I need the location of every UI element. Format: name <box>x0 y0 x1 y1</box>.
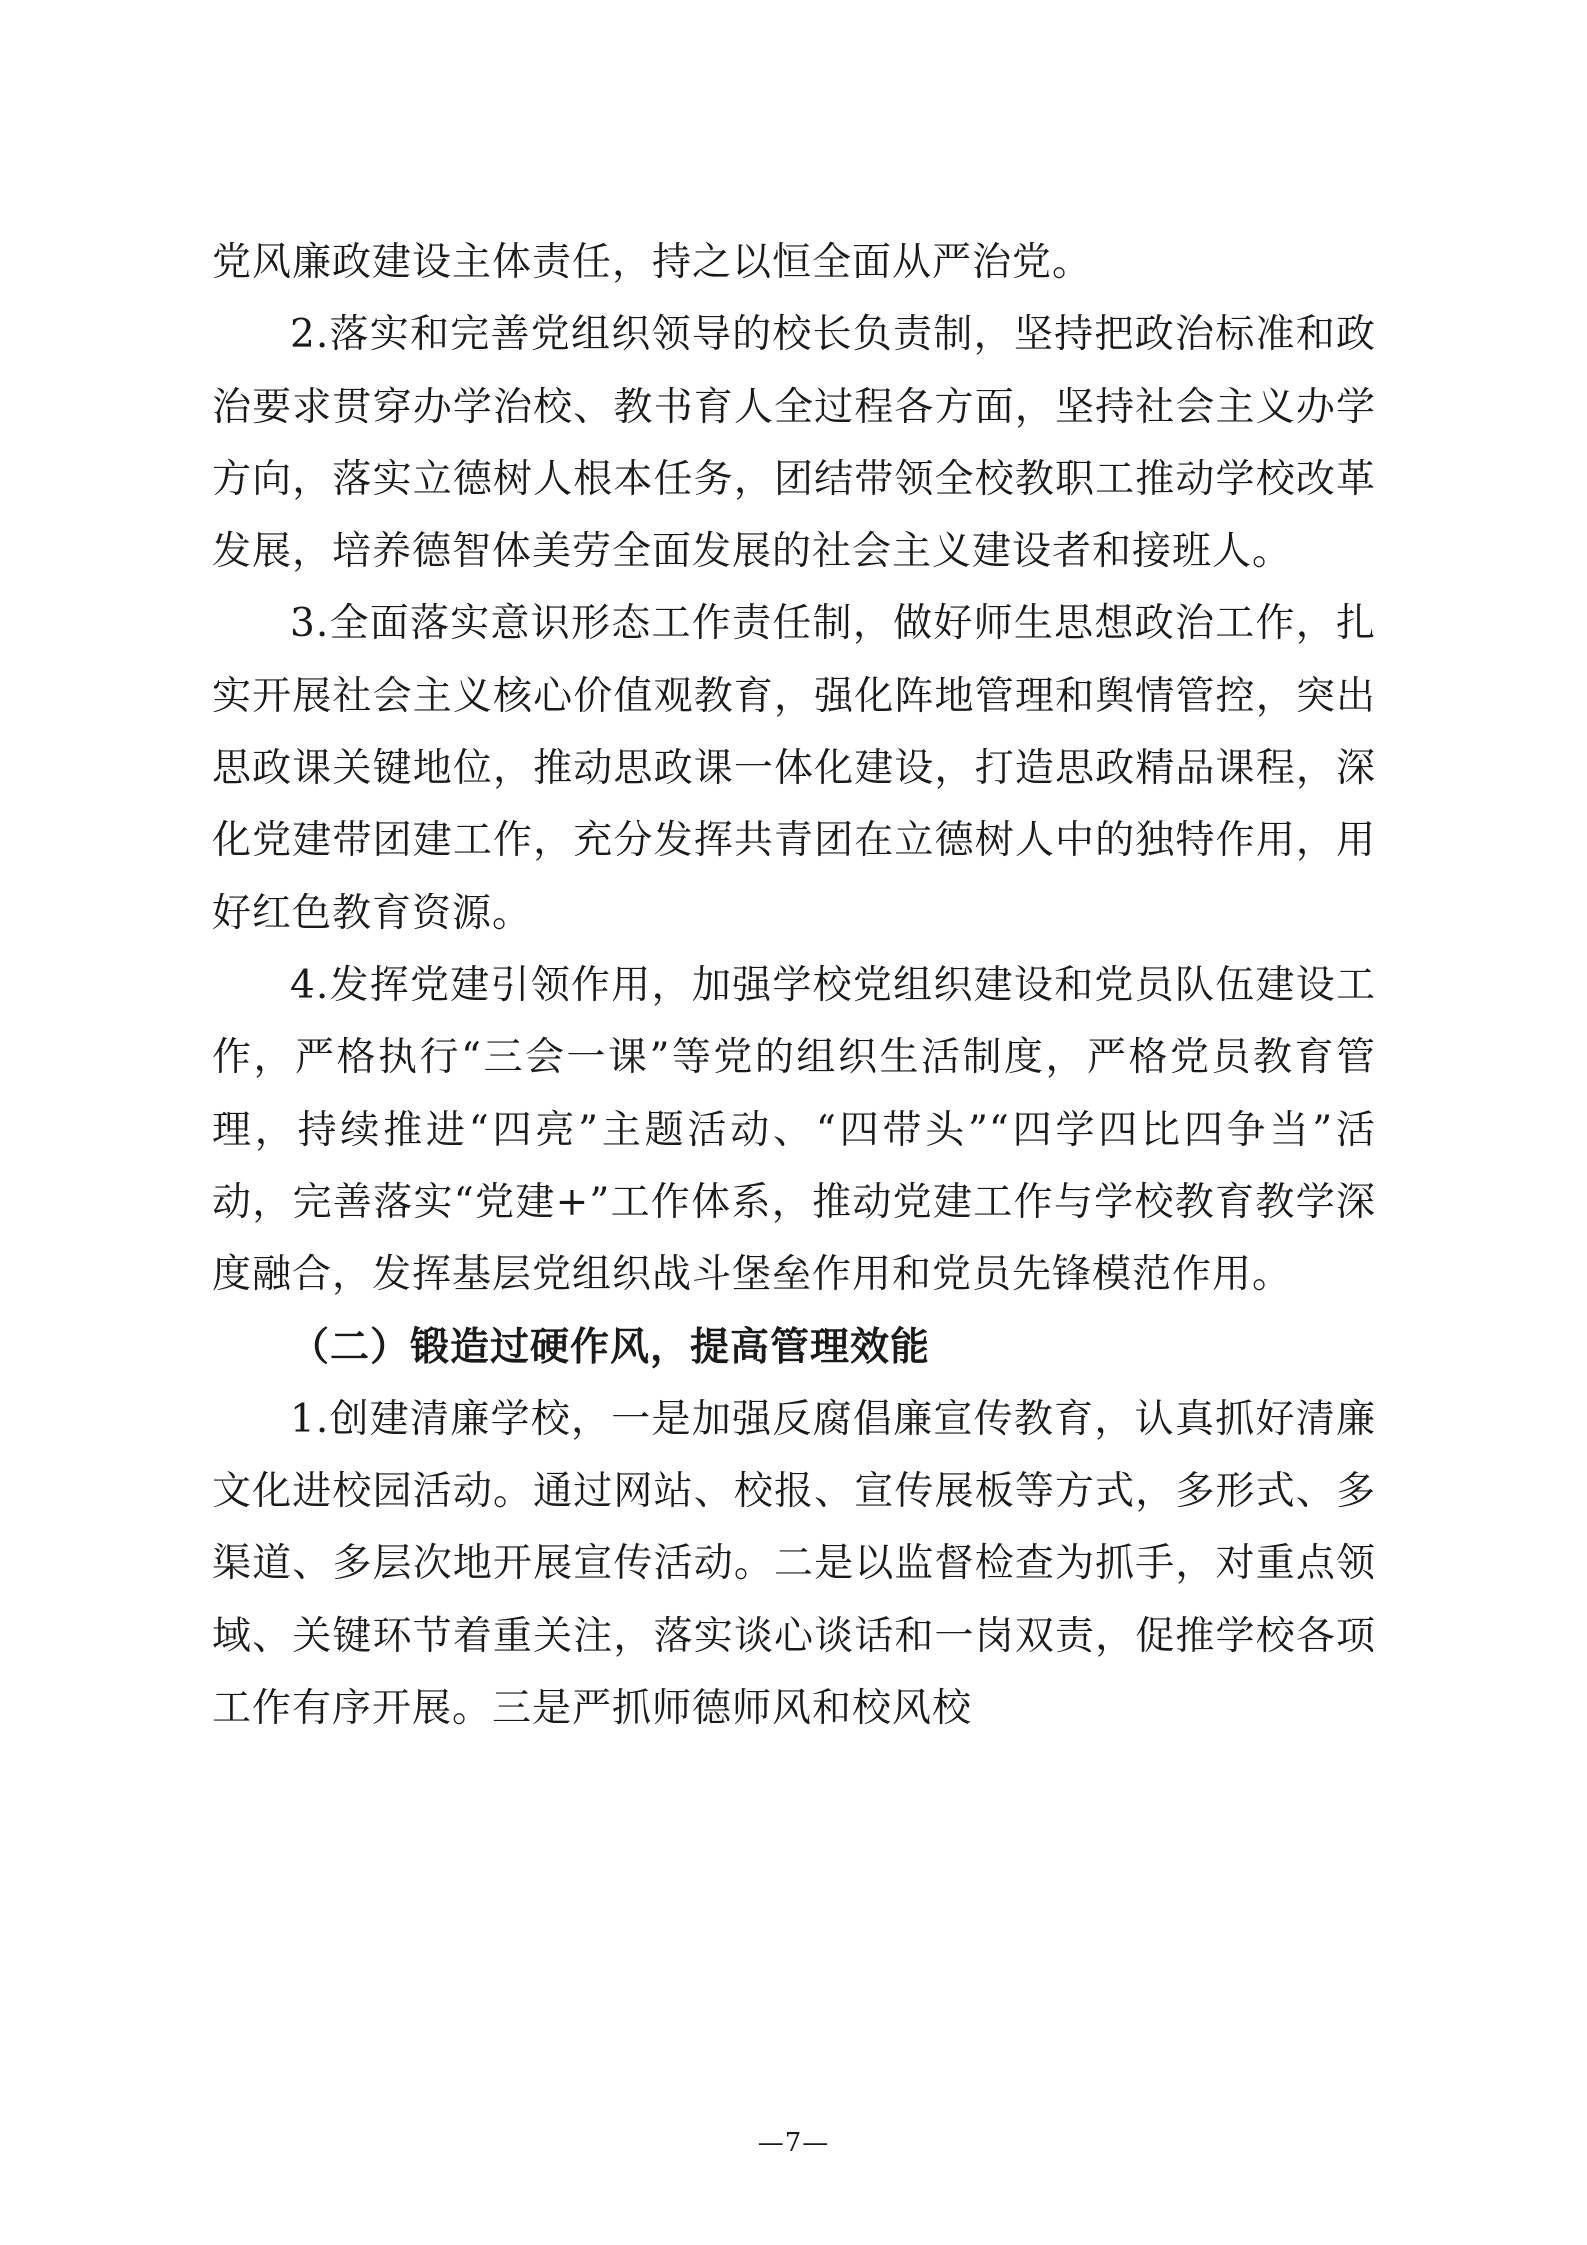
paragraph-section-item-1: 1.创建清廉学校，一是加强反腐倡廉宣传教育，认真抓好清廉文化进校园活动。通过网站、校报、宣传展板等方式，多形式、多渠道、多层次地开展宣传活动。二是以监督检查为抓手，对重点领域、关键环节着重关注，落实谈心谈话和一岗双责，促推学校各项工作有序开展。三是严抓师德师风和校风校 <box>212 1396 1376 1731</box>
document-body <box>212 227 1376 1745</box>
paragraph-item-2: 2.落实和完善党组织领导的校长负责制，坚持把政治标准和政治要求贯穿办学治校、教书育人全过程各方面，坚持社会主义办学方向，落实立德树人根本任务，团结带领全校教职工推动学校改革发展，培养德智体美劳全面发展的社会主义建设者和接班人。 <box>212 312 1376 575</box>
paragraph-continuation: 党风廉政建设主体责任，持之以恒全面从严治党。 <box>212 240 1093 285</box>
paragraph-item-4: 4.发挥党建引领作用，加强学校党组织建设和党员队伍建设工作，严格执行“三会一课”等党的组织生活制度，严格党员教育管理，持续推进“四亮”主题活动、“四带头”“四学四比四争当”活动，完善落实“党建+”工作体系，推动党建工作与学校教育教学深度融合，发挥基层党组织战斗堡垒作用和党员先锋模范作用。 <box>212 962 1376 1298</box>
section-heading: （二）锻造过硬作风，提高管理效能 <box>290 1324 931 1371</box>
page-number: —7— <box>757 2128 830 2158</box>
paragraph-item-3: 3.全面落实意识形态工作责任制，做好师生思想政治工作，扎实开展社会主义核心价值观教育，强化阵地管理和舆情管控，突出思政课关键地位，推动思政课一体化建设，打造思政精品课程，深化党建带团建工作，充分发挥共青团在立德树人中的独特作用，用好红色教育资源。 <box>212 601 1376 936</box>
